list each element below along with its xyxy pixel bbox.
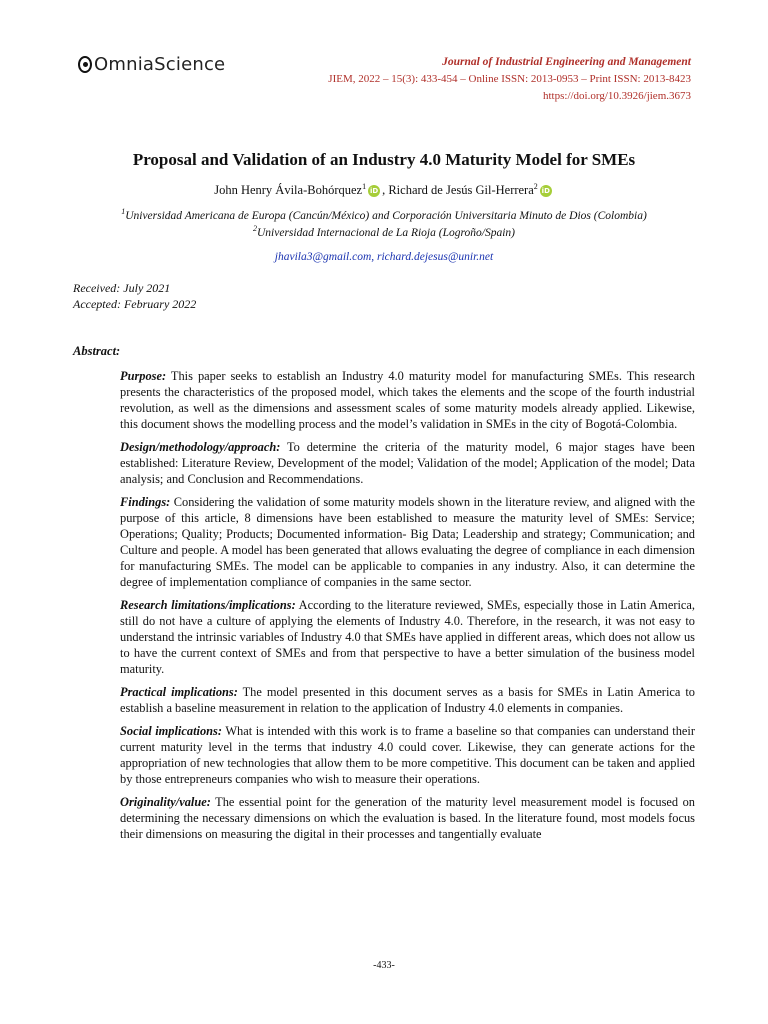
section-label: Design/methodology/approach: [120,440,281,454]
author-emails[interactable]: jhavila3@gmail.com, richard.dejesus@unir.net [274,251,494,263]
publisher-name: OmniaScience [94,54,226,75]
omniascience-logo-icon [78,56,92,73]
page-number: -433- [373,960,395,971]
section-text: Considering the validation of some maturity models shown in the literature review, and aligned with the purpose of this article, 8 dimensions have been established to measure the maturity level of SMEs: Service; Operations; Quality; Products; Documented information- Big Data; Leadership and strategy; Communication; and Culture and people. A model has been generated that allows evaluating the degree of compliance in each dimension for manufacturing SMEs. The model can be applicable to companies in any industry. Also, it can determine the degree of implementation compliance of companies in the same sector. [120,495,695,589]
abstract-heading: Abstract: [73,344,121,358]
affiliation-1-marker: 1 [121,207,126,216]
author-1: John Henry Ávila-Bohórquez [214,183,363,198]
affiliation-1 [0,207,768,222]
abstract-section [120,439,695,487]
journal-name: Journal of Industrial Engineering and Management [442,56,691,68]
section-text: To determine the criteria of the maturity model, 6 major stages have been established: Literature Review, Development of the model; Validation of the model; Application of the model; Data analysis; and Conclusion and Recommendations. [120,440,695,486]
section-label: Originality/value: [120,795,211,809]
author-list: John Henry Ávila-Bohórquez$^1$iD , Richard de Jesús Gil-Herrera$^2$iD [214,182,550,198]
doi-link[interactable]: https://doi.org/10.3926/jiem.3673 [543,90,691,102]
orcid-icon[interactable]: iD [369,187,379,196]
author-2: Richard de Jesús Gil-Herrera [388,183,534,198]
abstract-section [120,368,695,432]
section-text: According to the literature reviewed, SMEs, especially those in Latin America, still do not have a culture of applying the elements of Industry 4.0. Therefore, in the research, it was not easy to understand the intrinsic variables of Industry 4.0 that SMEs have applied in different areas, which does not allow us to have the current context of SMEs and from that perspective to have a better simulation of the business model maturity. [120,598,695,676]
author-2-affil-marker: 2 [533,182,538,191]
abstract-section [120,684,695,716]
section-text: What is intended with this work is to frame a baseline so that companies can understand their current maturity level in the terms that industry 4.0 could cover. Likewise, they can generate actions for the appropriation of new technologies that allow them to be more competitive. This document can be taken and applied by those entrepreneurs companies who wish to measure their operations. [120,724,695,786]
affiliation-2 [0,224,768,239]
orcid-icon[interactable]: iD [541,187,550,196]
affiliation-1-text: Universidad Americana de Europa (Cancún/México) and Corporación Universitaria Minuto de Dios (Colombia) [125,209,647,222]
section-label: Findings: [120,495,171,509]
journal-meta: JIEM, 2022 – 15(3): 433-454 – Online ISSN: 2013-0953 – Print ISSN: 2013-8423 [328,73,691,85]
article-dates [73,280,196,312]
section-label: Social implications: [120,724,222,738]
section-label: Research limitations/implications: [120,598,296,612]
abstract-section [120,597,695,677]
section-text: This paper seeks to establish an Industry 4.0 maturity model for manufacturing SMEs. This research presents the characteristics of the proposed model, which takes the elements and the scope of the fourth industrial revolution, as well as the dimensions and assessment scales of some maturity models already applied. Likewise, this document shows the modelling process and the model’s validation in SMEs in the city of Bogotá-Colombia. [120,369,696,431]
publisher-logo [78,54,225,75]
abstract-body [120,368,695,849]
affiliation-2-text: Universidad Internacional de La Rioja (Logroño/Spain) [257,226,515,239]
journal-header [328,54,691,105]
abstract-section [120,794,695,842]
affiliation-2-marker: 2 [253,224,257,233]
abstract-section [120,494,695,590]
section-label: Practical implications: [120,685,238,699]
accepted-date: Accepted: February 2022 [73,297,197,311]
section-label: Purpose: [120,369,167,383]
author-1-affil-marker: 1 [362,182,367,191]
section-text: The essential point for the generation of the maturity level measurement model is focused on determining the necessary dimensions on which the evaluation is based. In the literature found, most models focus their dimensions on measuring the digital in their processes and tangentially evaluate [120,795,695,841]
section-text: The model presented in this document serves as a basis for SMEs in Latin America to establish a baseline measurement in relation to the application of Industry 4.0 elements in companies. [120,685,695,715]
received-date: Received: July 2021 [73,281,171,295]
paper-title: Proposal and Validation of an Industry 4.0 Maturity Model for SMEs [132,150,636,169]
abstract-section [120,723,695,787]
